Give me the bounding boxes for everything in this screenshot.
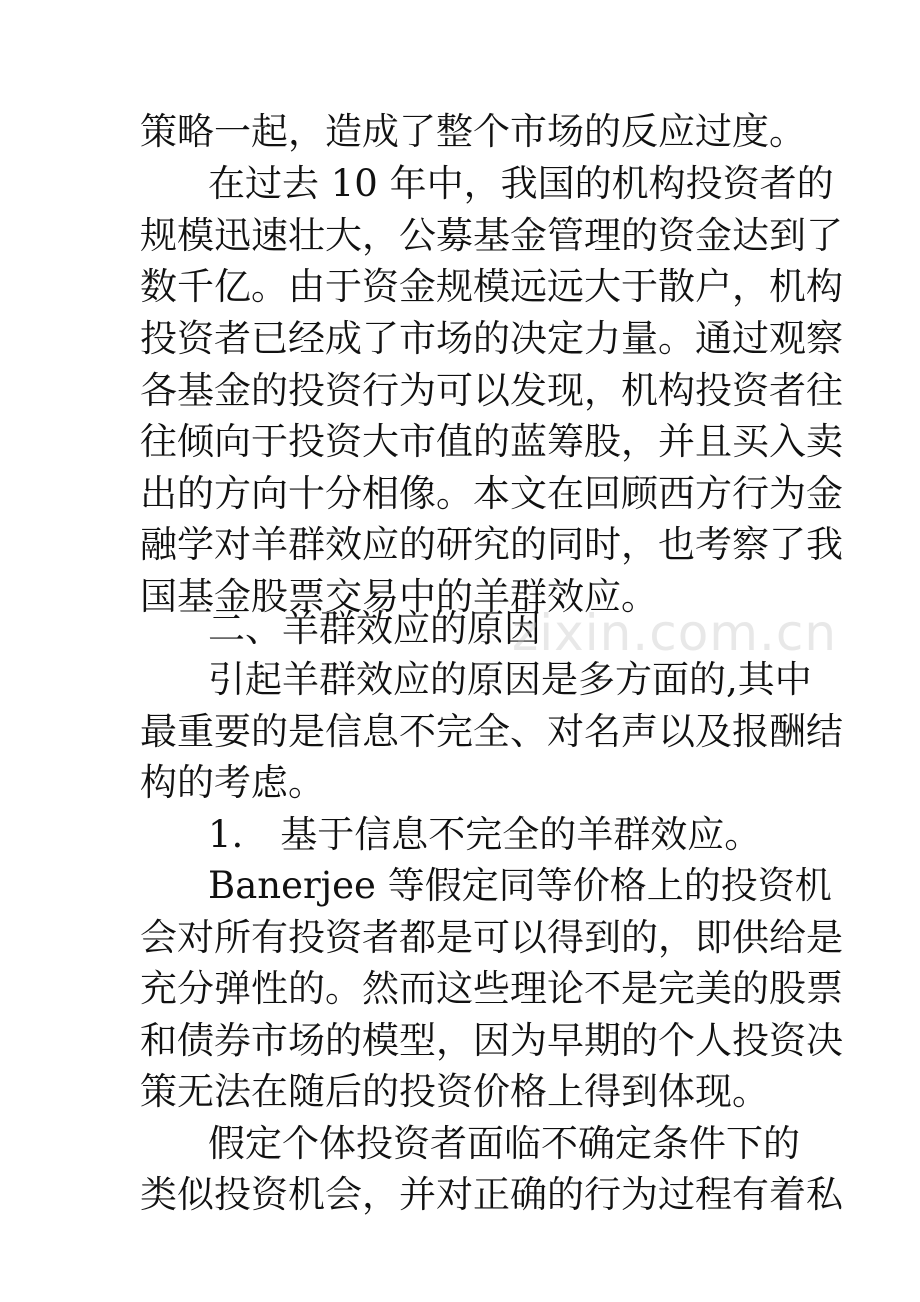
text-line-6: 各基金的投资行为可以发现，机构投资者往 [140,369,843,412]
text-line-8: 出的方向十分相像。本文在回顾西方行为金 [140,472,843,515]
text-line-9: 融学对羊群效应的研究的同时，也考察了我 [140,523,843,566]
text-line-4: 数千亿。由于资金规模远远大于散户，机构 [140,265,843,308]
text-line-21: 假定个体投资者面临不确定条件下的 [208,1122,800,1165]
text-line-20: 策无法在随后的投资价格上得到体现。 [140,1070,769,1113]
watermark: zixin.com.cn [512,604,838,662]
text-line-17: 会对所有投资者都是可以得到的，即供给是 [140,916,843,959]
text-line-16: Banerjee 等假定同等价格上的投资机 [208,864,832,907]
text-line-22: 类似投资机会，并对正确的行为过程有着私 [140,1173,843,1216]
text-line-10: 国基金股票交易中的羊群效应。 [140,575,658,618]
text-line-14: 构的考虑。 [140,761,325,804]
text-line-3: 规模迅速壮大，公募基金管理的资金达到了 [140,214,843,257]
section-heading: 二、羊群效应的原因 [208,607,541,650]
text-line-1: 策略一起，造成了整个市场的反应过度。 [140,110,806,153]
text-line-7: 往倾向于投资大市值的蓝筹股，并且买入卖 [140,420,843,463]
text-line-12: 引起羊群效应的原因是多方面的,其中 [208,658,812,701]
text-line-2: 在过去 10 年中，我国的机构投资者的 [208,162,834,205]
text-line-13: 最重要的是信息不完全、对名声以及报酬结 [140,710,843,753]
subsection-heading: 1. 基于信息不完全的羊群效应。 [208,813,762,856]
text-line-18: 充分弹性的。然而这些理论不是完美的股票 [140,967,843,1010]
text-line-19: 和债券市场的模型，因为早期的个人投资决 [140,1019,843,1062]
text-line-5: 投资者已经成了市场的决定力量。通过观察 [140,317,843,360]
